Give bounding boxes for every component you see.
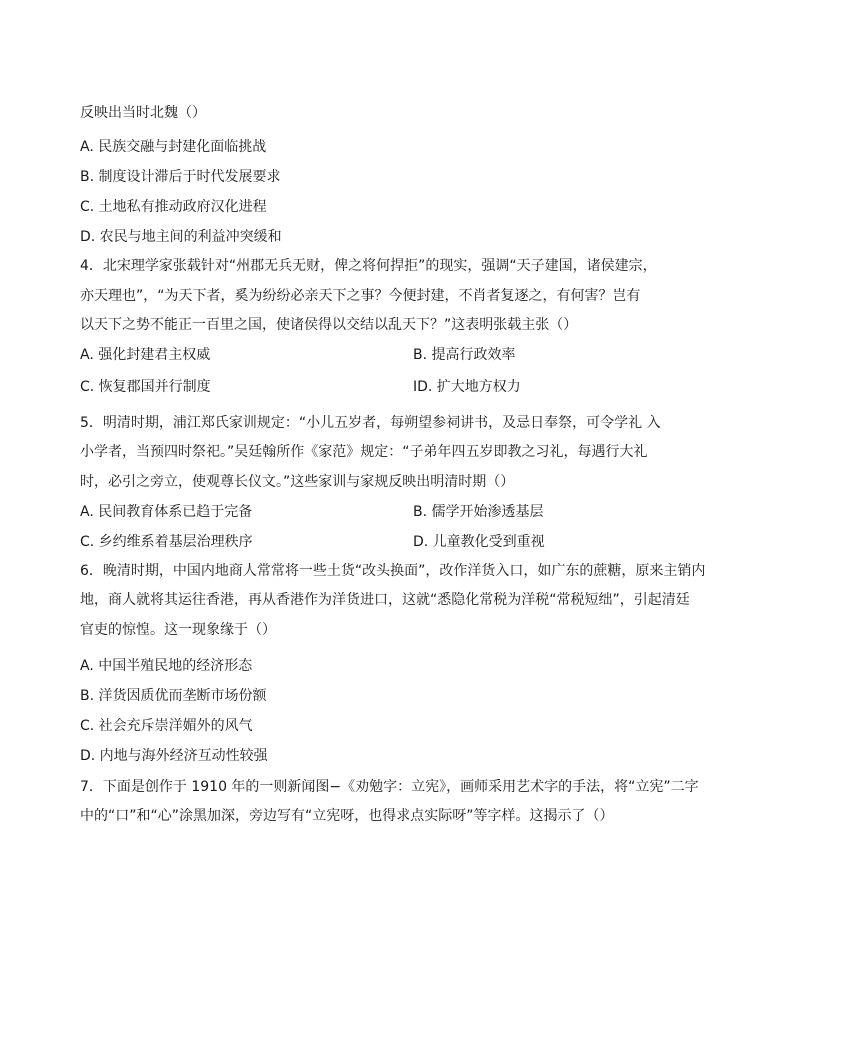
q3-option-c: C. 土地私有推动政府汉化进程	[80, 199, 267, 215]
q4-option-d: ID. 扩大地方权力	[413, 379, 521, 395]
q4-stem-line-1: 4．北宋理学家张载针对“州郡无兵无财，俾之将何捍拒”的现实，强调“天子建国，诸侯建宗，	[80, 258, 657, 274]
q6-option-b: B. 洋货因质优而垄断市场份额	[80, 688, 267, 704]
q6-option-c: C. 社会充斥崇洋媚外的风气	[80, 718, 253, 734]
q6-stem-line-1: 6．晚清时期，中国内地商人常常将一些土货“改头换面”，改作洋货入口，如广东的蔗糖，原来主销内	[80, 563, 706, 579]
q3-option-d: D. 农民与地主间的利益冲突缓和	[80, 229, 282, 245]
q6-option-d: D. 内地与海外经济互动性较强	[80, 748, 268, 764]
q5-stem-line-2: 小学者，当预四时祭祀。”吴廷翰所作《家范》规定：“子弟年四五岁即教之习礼，每遇行大礼	[80, 444, 648, 460]
q4-stem-line-2: 亦天理也”，“为天下者，奚为纷纷必亲天下之事？今便封建，不肖者复逐之，有何害？岂有	[80, 288, 641, 304]
q7-stem-line-2: 中的“口”和“心”涂黑加深，旁边写有“立宪呀，也得求点实际呀”等字样。这揭示了（）	[80, 808, 614, 824]
q4-stem-line-3: 以天下之势不能正一百里之国，使诸侯得以交结以乱天下？”这表明张载主张（）	[80, 317, 578, 333]
q7-stem-line-1: 7．下面是创作于 1910 年的一则新闻图−《劝勉字：立宪》，画师采用艺术字的手法，将“立宪”二字	[80, 779, 699, 795]
q6-stem-line-2: 地，商人就将其运往香港，再从香港作为洋货进口，这就“悉隐化常税为洋税“常税短绌”，引起清廷	[80, 592, 690, 608]
q5-option-a: A. 民间教育体系已趋于完备	[80, 504, 253, 520]
q5-stem-line-1: 5．明清时期，浦江郑氏家训规定：“小儿五岁者，每朔望参祠讲书，及忌日奉祭，可令学礼 入	[80, 415, 661, 431]
q4-option-a: A. 强化封建君主权威	[80, 347, 211, 363]
q3-stem-tail: 反映出当时北魏（）	[80, 105, 206, 121]
q3-option-a: A. 民族交融与封建化面临挑战	[80, 139, 267, 155]
q3-option-b: B. 制度设计滞后于时代发展要求	[80, 169, 281, 185]
q6-stem-line-3: 官吏的惊惶。这一现象缘于（）	[80, 622, 276, 638]
q6-option-a: A. 中国半殖民地的经济形态	[80, 658, 253, 674]
q5-option-c: C. 乡约维系着基层治理秩序	[80, 534, 253, 550]
q4-option-b: B. 提高行政效率	[413, 347, 516, 363]
q5-option-d: D. 儿童教化受到重视	[413, 534, 545, 550]
q4-option-c: C. 恢复郡国并行制度	[80, 379, 211, 395]
q5-stem-line-3: 时，必引之旁立，使观尊长仪文。”这些家训与家规反映出明清时期（）	[80, 474, 515, 490]
q5-option-b: B. 儒学开始渗透基层	[413, 504, 544, 520]
